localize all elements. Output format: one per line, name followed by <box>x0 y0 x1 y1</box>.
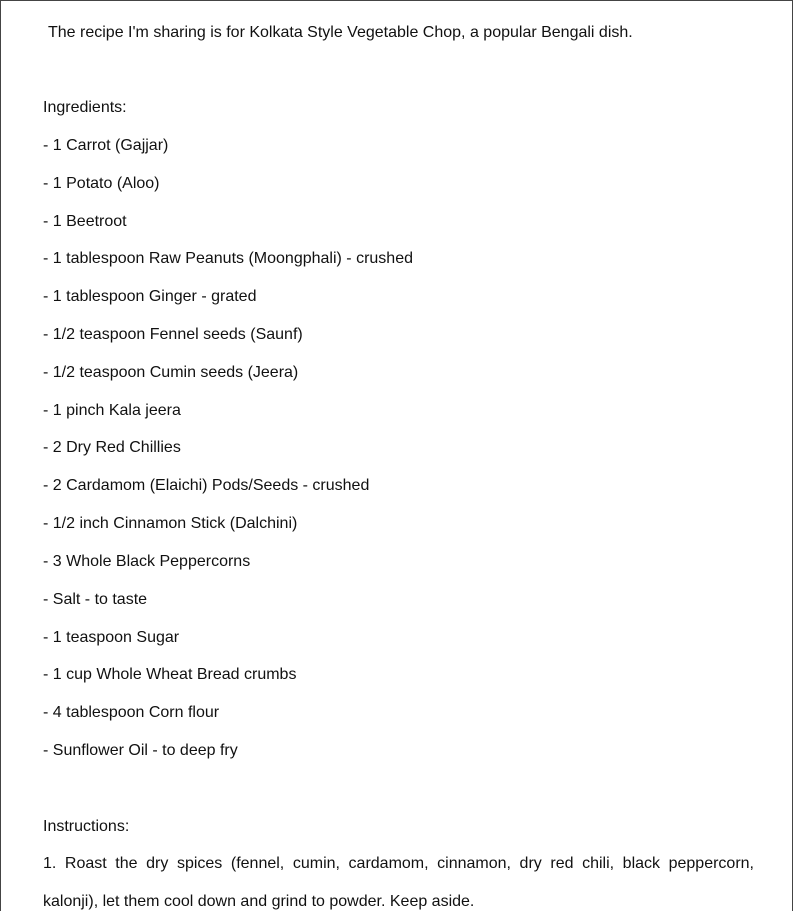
ingredient-item: - 1/2 teaspoon Cumin seeds (Jeera) <box>43 364 299 381</box>
ingredient-item: - Sunflower Oil - to deep fry <box>43 742 238 759</box>
ingredient-item: - 2 Cardamom (Elaichi) Pods/Seeds - crushed <box>43 477 370 494</box>
ingredient-item: - Salt - to taste <box>43 591 148 608</box>
instruction-step-line: 1. Roast the dry spices (fennel, cumin, cardamom, cinnamon, dry red chili, black peppercorn, <box>43 855 754 872</box>
ingredient-item: - 1 Potato (Aloo) <box>43 175 160 192</box>
intro-text: The recipe I'm sharing is for Kolkata Style Vegetable Chop, a popular Bengali dish. <box>48 24 633 41</box>
ingredient-item: - 1 pinch Kala jeera <box>43 402 181 419</box>
instructions-heading: Instructions: <box>43 818 130 835</box>
instruction-step-line: kalonji), let them cool down and grind to powder. Keep aside. <box>43 893 475 910</box>
ingredient-item: - 2 Dry Red Chillies <box>43 439 181 456</box>
ingredient-item: - 3 Whole Black Peppercorns <box>43 553 251 570</box>
ingredient-item: - 1 Beetroot <box>43 213 127 230</box>
ingredient-item: - 1/2 inch Cinnamon Stick (Dalchini) <box>43 515 298 532</box>
ingredient-item: - 1 teaspoon Sugar <box>43 629 180 646</box>
ingredient-item: - 1 Carrot (Gajjar) <box>43 137 169 154</box>
ingredient-item: - 1 tablespoon Raw Peanuts (Moongphali) - crushed <box>43 250 413 267</box>
ingredient-item: - 1 cup Whole Wheat Bread crumbs <box>43 666 297 683</box>
ingredient-item: - 4 tablespoon Corn flour <box>43 704 220 721</box>
ingredients-heading: Ingredients: <box>43 99 127 116</box>
ingredient-item: - 1 tablespoon Ginger - grated <box>43 288 257 305</box>
ingredient-item: - 1/2 teaspoon Fennel seeds (Saunf) <box>43 326 303 343</box>
